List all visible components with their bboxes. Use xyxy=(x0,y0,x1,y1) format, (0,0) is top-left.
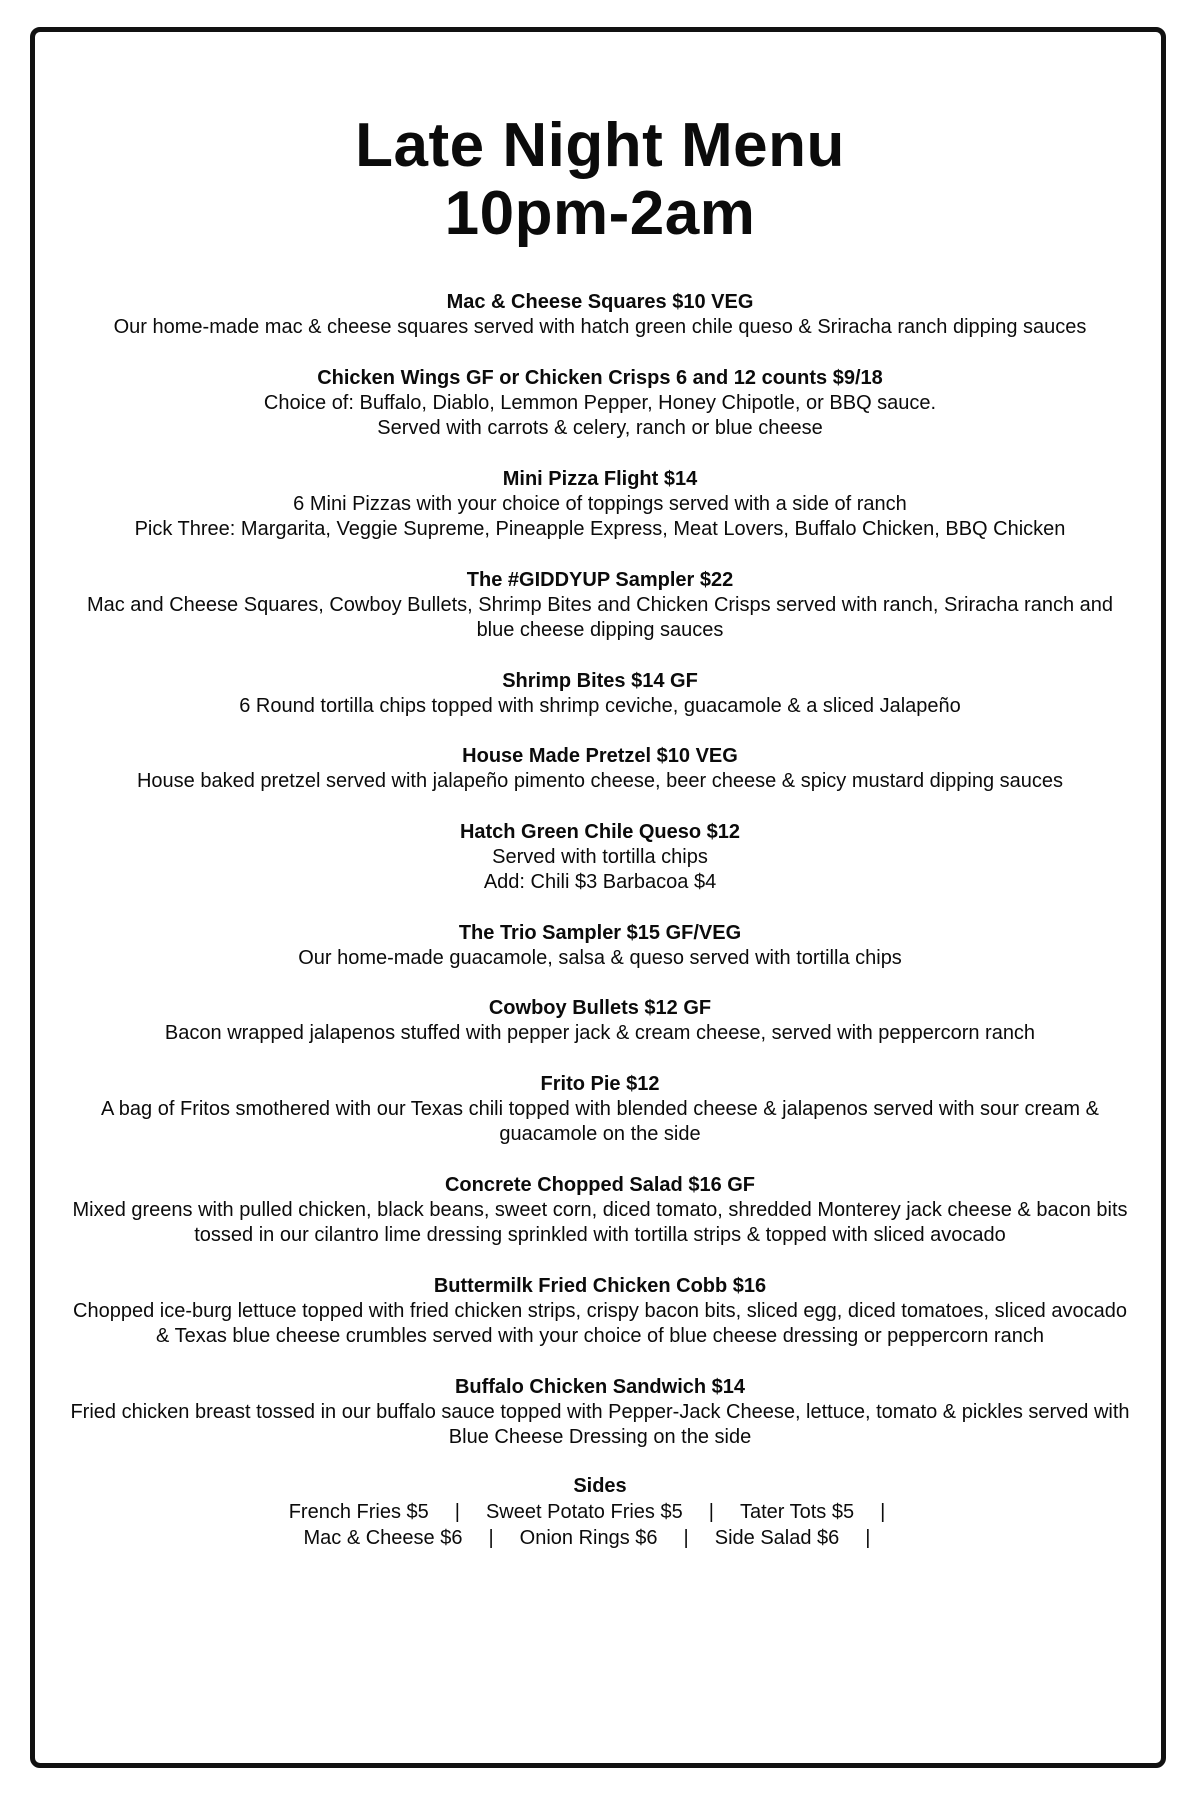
menu-item-description: House baked pretzel served with jalapeño pimento cheese, beer cheese & spicy mustard dipping sauces xyxy=(136,770,1064,792)
menu-item-description: Add: Chili $3 Barbacoa $4 xyxy=(483,871,717,893)
side-separator: | xyxy=(865,1526,871,1549)
menu-item-title: Concrete Chopped Salad $16 GF xyxy=(444,1173,756,1196)
side-separator: | xyxy=(708,1500,714,1523)
side-item: Sweet Potato Fries $5 xyxy=(485,1500,683,1523)
side-item: Onion Rings $6 xyxy=(519,1526,658,1549)
menu-item xyxy=(60,1375,1140,1451)
side-item: Mac & Cheese $6 xyxy=(303,1526,463,1549)
sides-title: Sides xyxy=(573,1474,627,1497)
menu-item-description: Chopped ice-burg lettuce topped with fried chicken strips, crispy bacon bits, sliced egg, diced tomatoes, sliced avocado & Texas blue cheese crumbles served with your choice of blue cheese dressing or peppercorn ranch xyxy=(73,1299,1127,1347)
menu-item xyxy=(60,290,1140,341)
menu-item-title: Shrimp Bites $14 GF xyxy=(502,669,698,692)
menu-item-description: Served with carrots & celery, ranch or blue cheese xyxy=(377,417,823,439)
menu-title: Late Night Menu xyxy=(355,111,845,180)
side-item: Tater Tots $5 xyxy=(739,1500,855,1523)
menu-item-description: A bag of Fritos smothered with our Texas chili topped with blended cheese & jalapenos served with sour cream & guacamole on the side xyxy=(101,1097,1099,1145)
menu-item xyxy=(60,1072,1140,1148)
menu-item-title: Hatch Green Chile Queso $12 xyxy=(459,820,741,843)
menu-item-description: Fried chicken breast tossed in our buffalo sauce topped with Pepper-Jack Cheese, lettuce, tomato & pickles served with Blue Cheese Dressing on the side xyxy=(70,1400,1130,1448)
menu-item-description: Mixed greens with pulled chicken, black beans, sweet corn, diced tomato, shredded Monterey jack cheese & bacon bits tossed in our cilantro lime dressing sprinkled with tortilla strips & topped with sliced avocado xyxy=(72,1198,1128,1246)
menu-item-title: Buttermilk Fried Chicken Cobb $16 xyxy=(433,1274,767,1297)
menu-item-title: The Trio Sampler $15 GF/VEG xyxy=(458,921,742,944)
menu-item xyxy=(60,669,1140,720)
menu-item-title: Chicken Wings GF or Chicken Crisps 6 and 12 counts $9/18 xyxy=(317,366,883,389)
side-separator: | xyxy=(454,1500,460,1523)
menu-item-title: Mini Pizza Flight $14 xyxy=(502,467,698,490)
menu-item-description: Our home-made mac & cheese squares served with hatch green chile queso & Sriracha ranch dipping sauces xyxy=(113,316,1087,338)
menu-item xyxy=(60,366,1140,442)
menu-item-description: Our home-made guacamole, salsa & queso served with tortilla chips xyxy=(298,946,902,969)
menu-item-title: The #GIDDYUP Sampler $22 xyxy=(466,568,734,591)
menu-item xyxy=(60,568,1140,644)
menu-item-description: Pick Three: Margarita, Veggie Supreme, Pineapple Express, Meat Lovers, Buffalo Chicken, BBQ Chicken xyxy=(134,518,1066,540)
side-item: Side Salad $6 xyxy=(714,1526,840,1549)
menu-items xyxy=(60,290,1140,1551)
menu-item xyxy=(60,467,1140,543)
menu-item-description: Mac and Cheese Squares, Cowboy Bullets, Shrimp Bites and Chicken Crisps served with ranch, Sriracha ranch and blue cheese dipping sauces xyxy=(86,593,1114,641)
menu-item-title: Buffalo Chicken Sandwich $14 xyxy=(454,1375,746,1398)
menu-item xyxy=(60,996,1140,1047)
menu-item-description: Bacon wrapped jalapenos stuffed with pepper jack & cream cheese, served with peppercorn ranch xyxy=(164,1022,1036,1044)
menu-item-description: 6 Mini Pizzas with your choice of toppings served with a side of ranch xyxy=(293,492,907,515)
menu-header xyxy=(0,112,1200,248)
side-item: French Fries $5 xyxy=(288,1500,429,1523)
menu-item-description: Served with tortilla chips xyxy=(492,845,708,868)
menu-hours: 10pm-2am xyxy=(444,179,756,248)
menu-item xyxy=(60,1173,1140,1249)
sides-section xyxy=(60,1474,1140,1551)
side-separator: | xyxy=(880,1500,886,1523)
side-separator: | xyxy=(683,1526,689,1549)
menu-item-description: Choice of: Buffalo, Diablo, Lemmon Pepper, Honey Chipotle, or BBQ sauce. xyxy=(263,391,937,414)
menu-item-description: 6 Round tortilla chips topped with shrimp ceviche, guacamole & a sliced Jalapeño xyxy=(239,694,961,717)
sides-row xyxy=(60,1499,1140,1525)
menu-item xyxy=(60,820,1140,896)
side-separator: | xyxy=(488,1526,494,1549)
menu-item-title: House Made Pretzel $10 VEG xyxy=(462,745,738,767)
menu-item-title: Cowboy Bullets $12 GF xyxy=(488,997,712,1019)
sides-row xyxy=(60,1525,1140,1551)
menu-item-title: Mac & Cheese Squares $10 VEG xyxy=(446,291,754,313)
menu-item xyxy=(60,744,1140,795)
menu-item-title: Frito Pie $12 xyxy=(540,1072,660,1095)
menu-item xyxy=(60,921,1140,972)
menu-item xyxy=(60,1274,1140,1350)
